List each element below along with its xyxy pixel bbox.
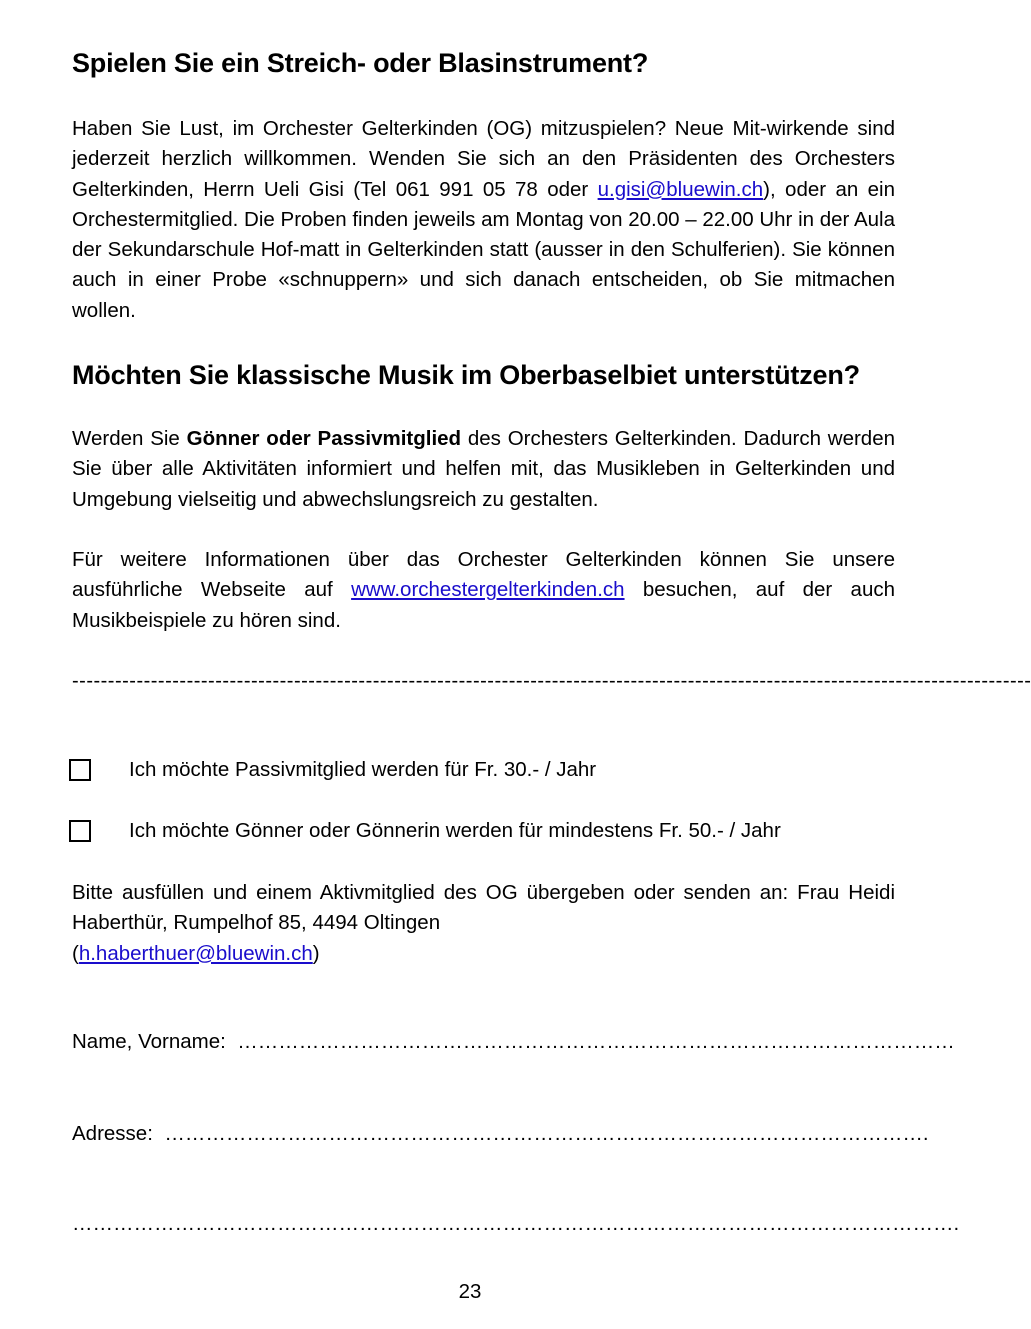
passive-member-checkbox[interactable]: [69, 759, 91, 781]
name-label: Name, Vorname:: [72, 1030, 226, 1053]
cut-line-separator: --------------------------------------------------------------------------------------------------------------------------------------: [72, 670, 1031, 692]
website-link[interactable]: www.orchestergelterkinden.ch: [351, 578, 625, 602]
patron-label: Ich möchte Gönner oder Gönnerin werden für mindestens Fr. 50.- / Jahr: [129, 819, 781, 842]
paren-close: ): [312, 941, 320, 965]
paragraph-join-orchestra: [72, 114, 895, 326]
address-dots: ………………………………………………………………………………………………….: [164, 1122, 929, 1145]
address-field[interactable]: [72, 1122, 929, 1146]
name-dots: ……………………………………………………………………………………………: [237, 1030, 955, 1053]
paragraph-text: des Orchesters Gelterkinden. Dadurch werden Sie über alle Aktivitäten informiert und helfen mit, das Musikleben in Gelterkinden und Umgebung vielseitig und abwechslungsreich zu gestalten.: [72, 427, 895, 511]
heading-instruments: Spielen Sie ein Streich- oder Blasinstrument?: [72, 48, 649, 78]
paragraph-text: Haben Sie Lust, im Orchester Gelterkinden (OG) mitzuspielen? Neue Mit-wirkende sind jederzeit herzlich willkommen. Wenden Sie sich an den Präsidenten des Orchesters Gelterkinden, Herrn Ueli Gisi (Tel 061 991 05 78 oder: [72, 117, 895, 201]
paragraph-text: Für weitere Informationen über das Orchester Gelterkinden können Sie unsere ausführliche Webseite auf: [72, 548, 895, 602]
paragraph-patron: [72, 424, 895, 515]
paragraph-text: ), oder an ein Orchestermitglied. Die Proben finden jeweils am Montag von 20.00 – 22.00 Uhr in der Aula der Sekundarschule Hof-matt in Gelterkinden statt (ausser in den Schulferien). Sie können auch in einer Probe «schnuppern» und sich danach entscheiden, ob Sie mitmachen wollen.: [72, 177, 895, 322]
name-field[interactable]: [72, 1030, 955, 1054]
bold-membership-type: Gönner oder Passivmitglied: [186, 427, 462, 450]
paren-open: (: [72, 941, 79, 965]
paragraph-text: Werden Sie: [72, 427, 187, 450]
submit-text: Bitte ausfüllen und einem Aktivmitglied des OG übergeben oder senden an: Frau Heidi Haberthür, Rumpelhof 85, 4494 Oltingen: [72, 881, 895, 935]
address-extra-line[interactable]: ………………………………………………………………………………………………………………….: [72, 1212, 960, 1235]
page-number: 23: [458, 1280, 482, 1303]
passive-member-label: Ich möchte Passivmitglied werden für Fr. 30.- / Jahr: [129, 758, 597, 781]
email-link-gisi[interactable]: u.gisi@bluewin.ch: [597, 177, 764, 201]
email-link-haberthuer[interactable]: h.haberthuer@bluewin.ch: [78, 941, 313, 965]
paragraph-website: [72, 545, 895, 636]
submit-instructions: [72, 878, 895, 969]
patron-checkbox[interactable]: [69, 820, 91, 842]
paragraph-text: besuchen, auf der auch Musikbeispiele zu hören sind.: [72, 578, 895, 632]
heading-support: Möchten Sie klassische Musik im Oberbaselbiet unterstützen?: [72, 360, 860, 390]
address-label: Adresse:: [72, 1122, 153, 1145]
